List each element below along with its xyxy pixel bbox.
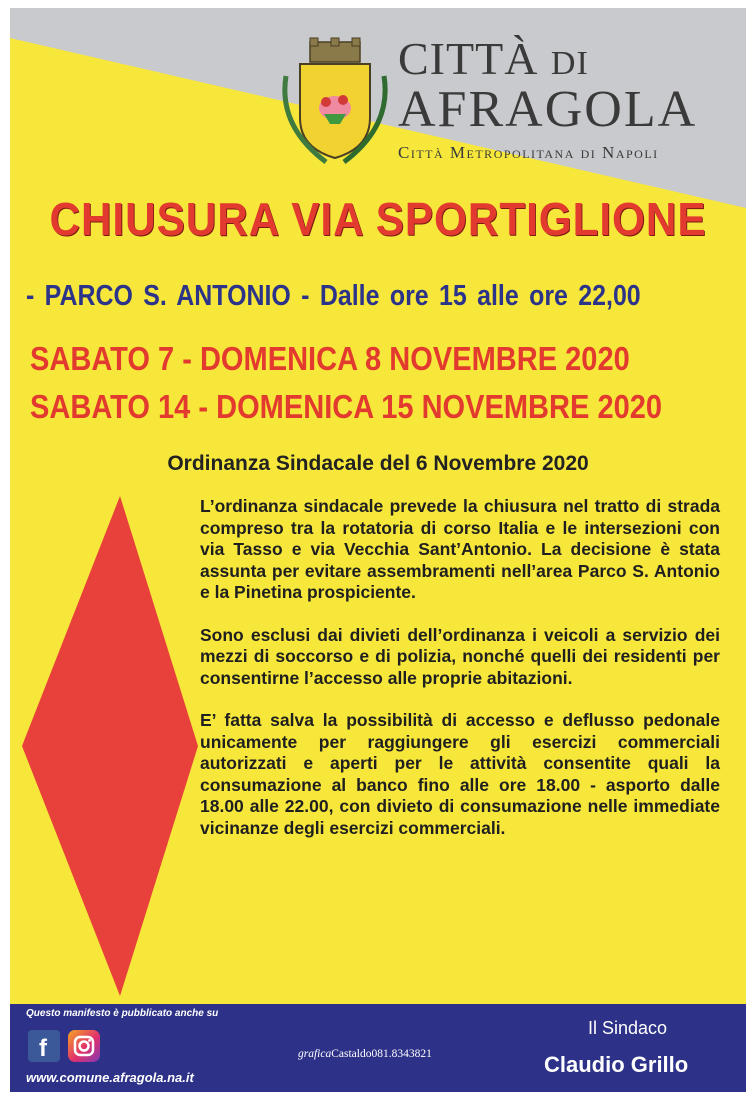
graphic-credit <box>298 1048 432 1060</box>
dates-line-2: SABATO 14 - DOMENICA 15 NOVEMBRE 2020 <box>30 388 663 425</box>
credit-text: Castaldo081.8343821 <box>331 1048 432 1060</box>
website-link[interactable]: www.comune.afragola.na.it <box>26 1070 194 1085</box>
ordinance-text <box>200 496 720 860</box>
credit-prefix: grafica <box>298 1048 332 1060</box>
title-afragola: AFRAGOLA <box>398 81 698 138</box>
red-diamond-shape <box>22 496 198 1006</box>
sindaco-name: Claudio Grillo <box>544 1052 689 1077</box>
subhead: - PARCO S. ANTONIO - Dalle ore 15 alle ore 22,00 <box>26 280 641 312</box>
title-di: DI <box>550 45 589 82</box>
poster <box>10 8 746 1092</box>
ordinanza-title: Ordinanza Sindacale del 6 Novembre 2020 <box>167 452 589 475</box>
paragraph-3: E’ fatta salva la possibilità di accesso e deflusso pedonale unicamente per raggiungere gli esercizi commerciali autorizzati e aperti per le attività consentite quali la consumazione al banco fino alle ore 18.00 - asporto dalle 18.00 alle 22.00, con divieto di consumazione nelle immediate vicinanze degli esercizi commerciali. <box>200 710 720 838</box>
sindaco-label: Il Sindaco <box>588 1018 668 1038</box>
dates-line-1: SABATO 7 - DOMENICA 8 NOVEMBRE 2020 <box>30 340 630 377</box>
title-citta: CITTÀ <box>398 33 539 84</box>
title-metropolitan: Città Metropolitana di Napoli <box>398 143 659 162</box>
city-crest-logo <box>276 36 394 168</box>
paragraph-2: Sono esclusi dai divieti dell’ordinanza i veicoli a servizio dei mezzi di soccorso e di polizia, nonché quelli dei residenti per consentirne l’accesso alle proprie abitazioni. <box>200 624 720 688</box>
facebook-icon[interactable] <box>28 1030 60 1062</box>
footer-bar <box>10 1004 746 1092</box>
instagram-icon[interactable] <box>68 1030 100 1062</box>
svg-text:f: f <box>39 1035 47 1062</box>
headline: CHIUSURA VIA SPORTIGLIONE <box>49 193 707 245</box>
published-note: Questo manifesto è pubblicato anche su <box>26 1008 219 1019</box>
city-title <box>398 33 698 162</box>
paragraph-1: L’ordinanza sindacale prevede la chiusura nel tratto di strada compreso tra la rotatoria di corso Italia e le intersezioni con via Tasso e via Vecchia Sant’Antonio. La decisione è stata assunta per evitare assembramenti nell’area Parco S. Antonio e la Pinetina prospiciente. <box>200 496 720 602</box>
